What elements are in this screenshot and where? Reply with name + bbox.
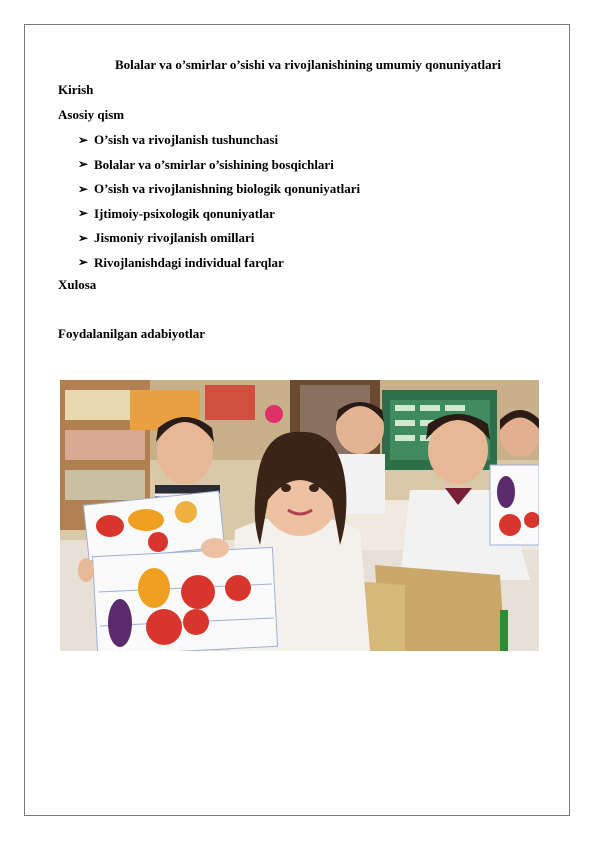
contents-list (78, 128, 360, 275)
list-item (78, 177, 360, 202)
arrow-bullet-icon: ➢ (78, 157, 89, 172)
list-item (78, 251, 360, 276)
arrow-bullet-icon: ➢ (78, 255, 89, 270)
list-item-text: O’sish va rivojlanishning biologik qonuniyatlari (94, 181, 361, 197)
section-main-part: Asosiy qism (58, 107, 125, 122)
arrow-bullet-icon: ➢ (78, 206, 89, 221)
list-item-text: Ijtimoiy-psixologik qonuniyatlar (94, 205, 275, 221)
arrow-bullet-icon: ➢ (78, 230, 89, 245)
section-intro: Kirish (58, 82, 94, 97)
classroom-children-photo (60, 380, 539, 651)
list-item (78, 153, 360, 178)
list-item (78, 226, 360, 251)
arrow-bullet-icon: ➢ (78, 181, 89, 196)
section-references: Foydalanilgan adabiyotlar (58, 326, 205, 341)
list-item-text: Rivojlanishdagi individual farqlar (94, 254, 284, 270)
arrow-bullet-icon: ➢ (78, 132, 89, 147)
list-item-text: Jismoniy rivojlanish omillari (94, 230, 255, 246)
list-item (78, 128, 360, 153)
section-conclusion: Xulosa (58, 277, 97, 292)
list-item-text: Bolalar va o’smirlar o’sishining bosqichlari (94, 156, 334, 172)
list-item-text: O’sish va rivojlanish tushunchasi (94, 132, 279, 148)
list-item (78, 202, 360, 227)
document-title: Bolalar va o’smirlar o’sishi va rivojlanishining umumiy qonuniyatlari (114, 57, 502, 72)
